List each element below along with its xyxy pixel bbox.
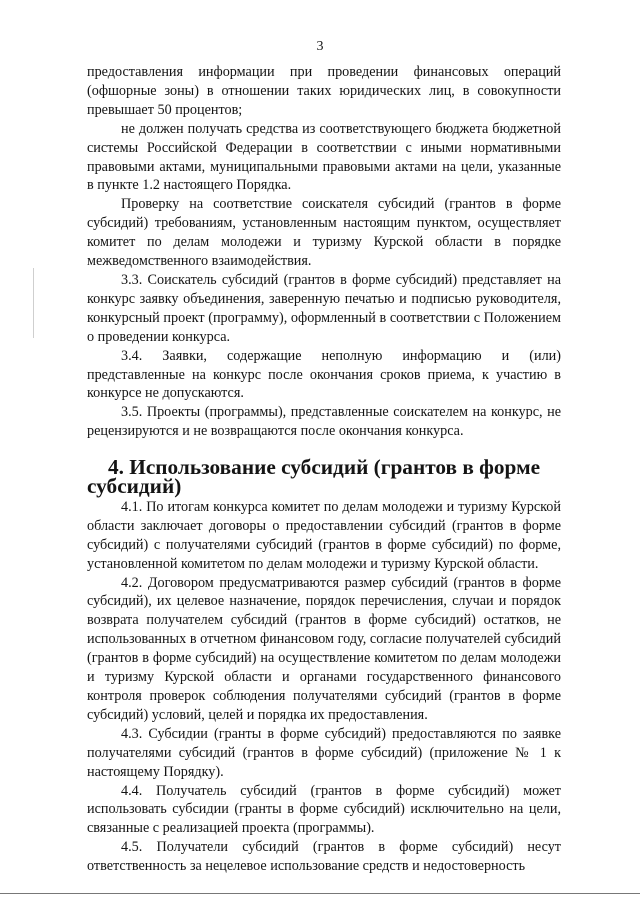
paragraph-3-3: 3.3. Соискатель субсидий (грантов в форме субсидий) представляет на конкурс заявку объединения, заверенную печатью и подписью руководителя, конкурсный проект (программу), оформленный в соответствии с Положением о проведении конкурса. xyxy=(87,271,561,345)
paragraph-3-5: 3.5. Проекты (программы), представленные соискателем на конкурс, не рецензируются и не возвращаются после окончания конкурса. xyxy=(87,404,561,440)
section-4-heading: 4. Использование субсидий (грантов в форме субсидий) xyxy=(87,455,541,499)
paragraph-4-5: 4.5. Получатели субсидий (грантов в форме субсидий) несут ответственность за нецелевое использование средств и недостоверность xyxy=(87,839,561,875)
paragraph-verification: Проверку на соответствие соискателя субсидий (грантов в форме субсидий) требованиям, установленным настоящим пунктом, осуществляет комитет по делам молодежи и туризму Курской области в порядке межведомственного взаимодействия. xyxy=(87,196,561,270)
paragraph-4-4: 4.4. Получатель субсидий (грантов в форме субсидий) может использовать субсидии (гранты в форме субсидий) исключительно на цели, связанные с реализацией проекта (программы). xyxy=(87,782,561,837)
paragraph-budget-funds: не должен получать средства из соответствующего бюджета бюджетной системы Российской Федерации в соответствии с иными нормативными правовыми актами, муниципальными правовыми актами на цели, указанные в пункте 1.2 настоящего Порядка. xyxy=(87,120,561,194)
paragraph-offshore-continuation: предоставления информации при проведении финансовых операций (офшорные зоны) в отношении таких юридических лиц, в совокупности превышает 50 процентов; xyxy=(87,64,561,118)
scan-margin-mark xyxy=(33,268,34,338)
scan-bottom-edge xyxy=(0,893,640,894)
document-body xyxy=(87,63,561,876)
page-number: 3 xyxy=(316,39,324,54)
paragraph-4-3: 4.3. Субсидии (гранты в форме субсидий) предоставляются по заявке получателями субсидий (грантов в форме субсидий) (приложение № 1 к настоящему Порядку). xyxy=(87,725,561,780)
paragraph-4-2: 4.2. Договором предусматриваются размер субсидий (грантов в форме субсидий), их целевое назначение, порядок перечисления, случаи и порядок возврата получателем субсидий (грантов в форме субсидий) остатков, не использованных в отчетном финансовом году, согласие получателей субсидий (грантов в форме субсидий) на осуществление комитетом по делам молодежи и туризму Курской области и органами государственного финансового контроля проверок соблюдения получателями субсидий (грантов в форме субсидий) условий, целей и порядка их предоставления. xyxy=(87,574,561,723)
paragraph-3-4: 3.4. Заявки, содержащие неполную информацию и (или) представленные на конкурс после окончания сроков приема, к участию в конкурсе не допускаются. xyxy=(87,347,561,402)
paragraph-4-1: 4.1. По итогам конкурса комитет по делам молодежи и туризму Курской области заключает договоры о предоставлении субсидий (грантов в форме субсидий) с получателями субсидий (грантов в форме субсидий) по форме, установленной комитетом по делам молодежи и туризму Курской области. xyxy=(87,498,561,572)
